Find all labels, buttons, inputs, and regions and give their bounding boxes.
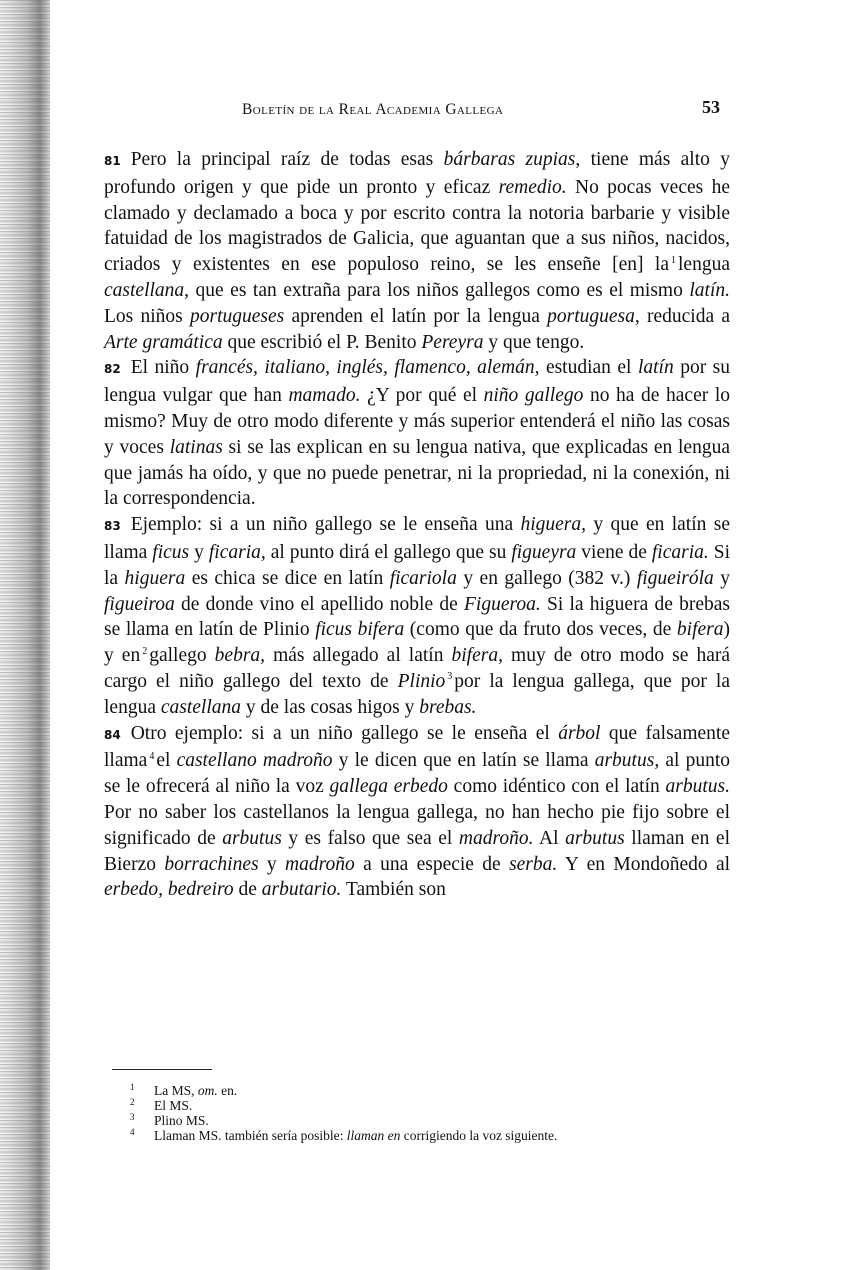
footnote-ref: 4	[149, 750, 155, 762]
paragraph-number: 81	[104, 154, 121, 168]
text-run: a una especie de	[354, 853, 510, 875]
italic-run: árbol	[558, 722, 601, 744]
italic-run: arbutario.	[261, 879, 342, 901]
text-run: no ha de hacer lo mismo? Muy de otro modo diferente y más superior entenderá el niño las cosas y voces	[104, 385, 730, 458]
text-run: También son	[341, 879, 446, 901]
italic-run: erbedo, bedreiro	[104, 879, 234, 901]
text-run: muy de otro modo se hará cargo el niño gallego del texto de	[104, 645, 731, 692]
footnote-mark: 3	[130, 1112, 135, 1122]
italic-run: Pereyra	[421, 331, 484, 353]
text-run: y de las cosas higos y	[241, 696, 420, 718]
italic-run: Arte gramática	[104, 331, 223, 353]
text-run: que falsamente llama	[104, 722, 730, 772]
italic-run: ficariola	[389, 567, 457, 589]
italic-run: higuera,	[520, 514, 587, 536]
text-run: aprenden el latín por la lengua	[284, 305, 548, 327]
text-run: corrigiendo la voz siguiente.	[400, 1128, 558, 1143]
italic-run: portugueses	[189, 305, 285, 327]
italic-run: borrachines	[164, 853, 259, 875]
text-run: que escribió el P. Benito	[222, 331, 422, 353]
italic-run: higuera	[124, 567, 186, 589]
italic-run: castellana	[160, 696, 242, 718]
italic-run: madroño	[285, 853, 355, 875]
text-run: Pero la principal raíz de todas esas	[130, 149, 444, 170]
italic-run: latín.	[689, 279, 730, 301]
text-run: y en gallego (382 v.)	[456, 567, 637, 589]
italic-run: madroño.	[458, 827, 534, 849]
italic-run: bárbaras zupias	[443, 149, 576, 170]
text-run: viene de	[576, 541, 652, 563]
paragraph-number: 82	[104, 362, 121, 377]
text-run: El niño	[130, 357, 196, 379]
footnotes	[130, 1083, 740, 1143]
italic-run: figueiróla	[636, 567, 714, 589]
italic-run: mamado.	[288, 385, 361, 407]
text-run: por su lengua vulgar que han	[104, 357, 730, 407]
text-run: reducida a	[639, 305, 730, 327]
text-run: y es falso que sea el	[281, 827, 459, 849]
text-run: lengua	[678, 254, 730, 276]
text-run: y que en latín se llama	[104, 514, 730, 563]
italic-run: ficaria.	[651, 541, 709, 563]
italic-run: ficus bifera	[315, 619, 405, 641]
page-number: 53	[702, 97, 720, 117]
text-run: y que tengo.	[483, 331, 585, 353]
italic-run: brebas.	[419, 696, 477, 718]
italic-run: arbutus	[565, 827, 625, 849]
italic-run: Plinio	[397, 670, 446, 692]
text-run: de donde vino el apellido noble de	[174, 593, 464, 615]
text-run: Por no saber los castellanos la lengua gallega, no han hecho pie fijo sobre el significado de	[104, 801, 730, 849]
text-run: en.	[217, 1083, 238, 1098]
text-run: por la lengua gallega, que por la lengua	[104, 670, 730, 718]
italic-run: Figueroa.	[464, 593, 541, 615]
text-run: y	[713, 567, 730, 589]
text-run: al punto se le ofrecerá al niño la voz	[104, 750, 730, 798]
text-run: Si la higuera de brebas se llama en latín de Plinio	[104, 593, 731, 641]
italic-run: bifera	[676, 619, 724, 641]
text-run: Si la	[104, 541, 731, 589]
italic-run: figueiroa	[104, 593, 175, 615]
italic-run: castellano madroño	[176, 750, 333, 772]
running-header	[104, 97, 730, 123]
text-run: y	[258, 853, 286, 875]
text-run: (como que da fruto dos veces, de	[404, 619, 677, 641]
italic-run: ficaria,	[208, 541, 266, 563]
paragraph	[104, 147, 730, 355]
text-run: como idéntico con el latín	[447, 776, 666, 798]
text-run: Plino MS.	[154, 1113, 209, 1128]
footnote-ref: 3	[447, 671, 453, 683]
text-run: La MS,	[154, 1083, 198, 1098]
italic-run: om.	[197, 1083, 218, 1098]
text-run: más allegado al latín	[265, 645, 452, 667]
text-run: y	[189, 541, 209, 563]
text-run: Y en Mondoñedo al	[557, 853, 731, 875]
text-run: , tiene más alto y profundo origen y que pide un pronto y eficaz	[104, 149, 730, 198]
footnote-ref: 1	[671, 254, 677, 266]
italic-run: portuguesa,	[547, 305, 640, 327]
text-run: y le dicen que en latín se llama	[332, 750, 595, 772]
text-run: Al	[533, 827, 566, 849]
italic-run: francés, italiano, inglés, flamenco, alemán,	[195, 357, 540, 379]
text-run: es chica se dice en latín	[185, 567, 390, 589]
italic-run: arbutus,	[594, 750, 660, 772]
italic-run: figueyra	[511, 541, 577, 563]
footnote	[130, 1098, 740, 1113]
italic-run: castellana,	[104, 279, 190, 301]
text-run: Llaman MS. también sería posible:	[154, 1128, 347, 1143]
text-run: que es tan extraña para los niños gallegos como es el mismo	[189, 279, 690, 301]
text-run: Ejemplo: si a un niño gallego se le enseña una	[130, 514, 521, 536]
text-run: llaman en el Bierzo	[104, 827, 730, 875]
paragraph-number: 84	[104, 727, 121, 742]
text-run: gallego	[149, 645, 215, 667]
paragraph	[104, 512, 730, 720]
italic-run: serba.	[509, 853, 558, 875]
book-binding-shadow	[0, 0, 50, 1270]
paragraph-number: 83	[104, 519, 121, 534]
text-run: No pocas veces he clamado y declamado a boca y por escrito contra la notoria barbarie y visible fatuidad de los magistrados de Galicia, que aguantan que a sus niños, nacidos, criados y existentes en ese populoso reino, se les enseñe [en] la	[104, 176, 730, 276]
italic-run: niño gallego	[483, 385, 584, 407]
italic-run: latín	[637, 357, 674, 379]
text-run: estudian el	[539, 357, 638, 379]
text-run: ) y en	[104, 619, 730, 667]
paragraph	[104, 355, 730, 512]
footnote-rule	[112, 1069, 212, 1070]
italic-run: llaman en	[346, 1128, 401, 1143]
footnote-ref: 2	[142, 645, 148, 657]
text-run: ¿Y por qué el	[360, 385, 484, 407]
paragraph	[104, 721, 730, 904]
footnote-mark: 1	[130, 1082, 135, 1092]
italic-run: bifera,	[451, 645, 503, 667]
text-run: si se las explican en su lengua nativa, que explicadas en lengua que jamás ha oído, y que no puede penetrar, ni la propriedad, ni la conexión, ni la correspondencia.	[104, 436, 730, 510]
text-run: El MS.	[154, 1098, 193, 1113]
body-text	[104, 147, 730, 903]
running-title: Boletín de la Real Academia Gallega	[242, 101, 504, 118]
footnote	[130, 1083, 740, 1098]
italic-run: arbutus.	[665, 776, 730, 798]
italic-run: latinas	[169, 436, 223, 458]
footnote	[130, 1113, 740, 1128]
text-run: al punto dirá el gallego que su	[265, 541, 512, 563]
footnote	[130, 1128, 740, 1143]
footnote-mark: 2	[130, 1097, 135, 1107]
text-run: el	[156, 750, 177, 772]
text-run: Los niños	[104, 305, 190, 327]
italic-run: bebra,	[214, 645, 266, 667]
italic-run: ficus	[152, 541, 190, 563]
italic-run: gallega erbedo	[329, 776, 448, 798]
italic-run: arbutus	[222, 827, 282, 849]
footnote-mark: 4	[130, 1127, 135, 1137]
text-run: Otro ejemplo: si a un niño gallego se le enseña el	[130, 722, 559, 744]
italic-run: remedio.	[498, 176, 567, 198]
text-run: de	[233, 879, 262, 901]
